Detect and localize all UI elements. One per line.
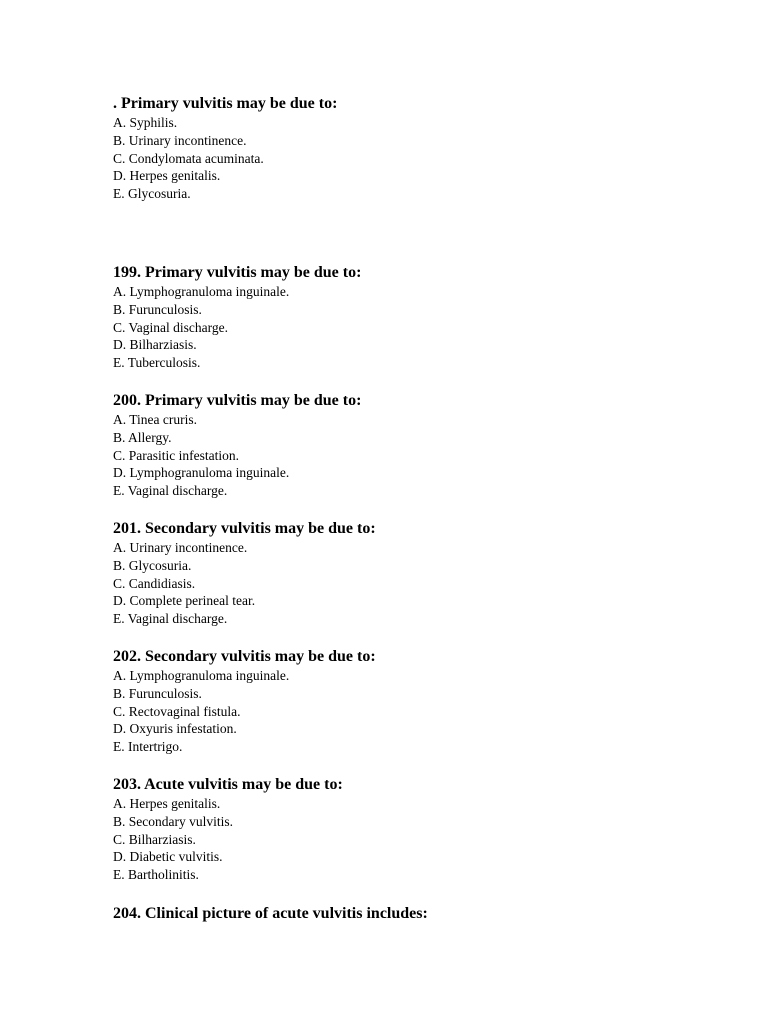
question-block: [113, 775, 713, 884]
answer-option-a: A. Syphilis.: [113, 115, 178, 130]
answer-option-d: D. Oxyuris infestation.: [113, 721, 237, 737]
answer-option-e: E. Bartholinitis.: [113, 867, 199, 883]
question-block: [113, 94, 713, 203]
answer-option-d: D. Complete perineal tear.: [113, 593, 256, 609]
answer-options: [113, 114, 713, 203]
answer-option-d: D. Diabetic vulvitis.: [113, 849, 223, 865]
answer-option-b: B. Allergy.: [113, 429, 172, 445]
answer-option-b: B. Furunculosis.: [113, 685, 202, 701]
answer-options: [113, 411, 713, 500]
question-title: 203. Acute vulvitis may be due to:: [113, 776, 343, 793]
question-block: [113, 647, 713, 756]
question-title: 202. Secondary vulvitis may be due to:: [113, 648, 376, 665]
question-title: 200. Primary vulvitis may be due to:: [113, 392, 362, 409]
question-title: 204. Clinical picture of acute vulvitis includes:: [113, 905, 428, 922]
answer-option-e: E. Vaginal discharge.: [113, 611, 228, 627]
answer-option-a: A. Herpes genitalis.: [113, 796, 221, 811]
answer-option-c: C. Bilharziasis.: [113, 831, 196, 847]
question-block: [113, 904, 713, 924]
answer-option-c: C. Candidiasis.: [113, 575, 196, 591]
answer-option-e: E. Vaginal discharge.: [113, 483, 228, 499]
answer-option-c: C. Rectovaginal fistula.: [113, 703, 241, 719]
question-block: [113, 263, 713, 372]
question-block: [113, 519, 713, 628]
answer-option-c: C. Parasitic infestation.: [113, 447, 239, 463]
answer-option-e: E. Tuberculosis.: [113, 355, 201, 371]
answer-option-b: B. Urinary incontinence.: [113, 132, 247, 148]
question-title: 201. Secondary vulvitis may be due to:: [113, 520, 376, 537]
answer-option-d: D. Bilharziasis.: [113, 337, 197, 353]
answer-option-a: A. Urinary incontinence.: [113, 540, 248, 555]
answer-options: [113, 667, 713, 756]
answer-options: [113, 539, 713, 628]
answer-options: [113, 283, 713, 372]
question-block: [113, 391, 713, 500]
answer-option-c: C. Vaginal discharge.: [113, 319, 228, 335]
answer-option-d: D. Lymphogranuloma inguinale.: [113, 465, 290, 481]
answer-option-a: A. Lymphogranuloma inguinale.: [113, 668, 290, 683]
question-title: 199. Primary vulvitis may be due to:: [113, 264, 362, 281]
answer-options: [113, 795, 713, 884]
answer-option-a: A. Tinea cruris.: [113, 412, 197, 427]
answer-option-b: B. Secondary vulvitis.: [113, 813, 233, 829]
answer-option-c: C. Condylomata acuminata.: [113, 150, 264, 166]
answer-option-a: A. Lymphogranuloma inguinale.: [113, 284, 290, 299]
answer-option-e: E. Glycosuria.: [113, 186, 191, 202]
question-title: . Primary vulvitis may be due to:: [113, 95, 338, 112]
answer-option-e: E. Intertrigo.: [113, 739, 183, 755]
answer-option-b: B. Glycosuria.: [113, 557, 192, 573]
answer-option-d: D. Herpes genitalis.: [113, 168, 221, 184]
answer-option-b: B. Furunculosis.: [113, 301, 202, 317]
